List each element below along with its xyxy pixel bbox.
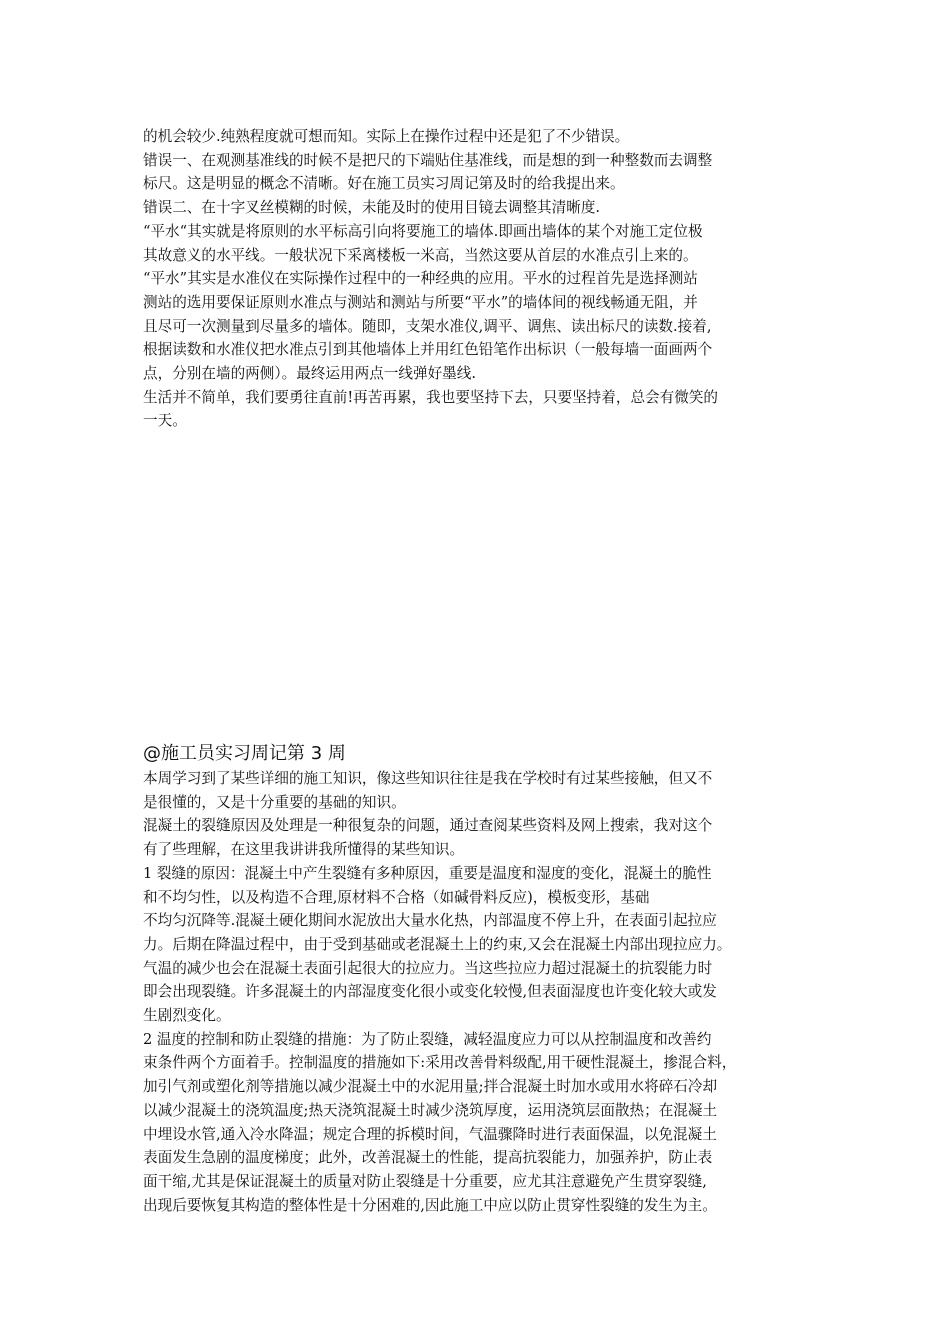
- text-line: 2 温度的控制和防止裂缝的措施：为了防止裂缝，减轻温度应力可以从控制温度和改善约: [143, 1030, 712, 1048]
- text-line: 的机会较少.纯熟程度就可想而知。实际上在操作过程中还是犯了不少错误。: [143, 128, 630, 145]
- text-line: 力。后期在降温过程中，由于受到基础或老混凝土上的约束,又会在混凝土内部出现拉应力。: [143, 935, 732, 953]
- text-line: 束条件两个方面着手。控制温度的措施如下:采用改善骨料级配,用干硬性混凝土，掺混合料，: [143, 1054, 737, 1072]
- text-line: 气温的减少也会在混凝土表面引起很大的拉应力。当这些拉应力超过混凝土的抗裂能力时: [143, 959, 713, 977]
- text-line: 不均匀沉降等.混凝土硬化期间水泥放出大量水化热，内部温度不停上升，在表面引起拉应: [143, 912, 717, 930]
- text-line: 生剧烈变化。: [143, 1007, 231, 1025]
- section-heading: @施工员实习周记第 3 周: [143, 743, 346, 764]
- text-line: 面干缩,尤其是保证混凝土的质量对防止裂缝是十分重要，应尤其注意避免产生贯穿裂缝,: [143, 1172, 707, 1190]
- text-section-2: [143, 741, 811, 1217]
- text-line: “平水”其实是水准仪在实际操作过程中的一种经典的应用。平水的过程首先是选择测站: [143, 270, 698, 288]
- text-line: 本周学习到了某些详细的施工知识，像这些知识往往是我在学校时有过某些接触，但又不: [143, 770, 713, 787]
- text-line: 错误二、在十字叉丝模糊的时候，未能及时的使用目镜去调整其清晰度.: [143, 199, 601, 217]
- text-line: 混凝土的裂缝原因及处理是一种很复杂的问题，通过查阅某些资料及网上搜索，我对这个: [143, 817, 713, 835]
- text-line: 测站的选用要保证原则水准点与测站和测站与所要“平水”的墙体间的视线畅通无阻，并: [143, 293, 698, 311]
- text-line: 表面发生急剧的温度梯度；此外，改善混凝土的性能，提高抗裂能力，加强养护，防止表: [143, 1149, 713, 1167]
- text-line: 且尽可一次测量到尽量多的墙体。随即，支架水准仪,调平、调焦、读出标尺的读数.接着,: [143, 317, 712, 335]
- text-line: 加引气剂或塑化剂等措施以减少混凝土中的水泥用量;拌合混凝土时加水或用水将碎石冷却: [143, 1078, 718, 1096]
- text-section-1: [143, 125, 811, 433]
- text-line: 和不均匀性，以及构造不合理,原材料不合格（如碱骨料反应)，模板变形，基础: [143, 888, 650, 906]
- text-line: 生活并不简单，我们要勇往直前!再苦再累，我也要坚持下去，只要坚持着，总会有微笑的: [143, 388, 719, 406]
- text-line: 是很懂的，又是十分重要的基础的知识。: [143, 793, 406, 811]
- text-line: 根据读数和水准仪把水准点引到其他墙体上并用红色铅笔作出标识（一般每墙一面画两个: [143, 341, 713, 359]
- text-line: 一天。: [143, 412, 187, 430]
- text-line: 以减少混凝土的浇筑温度;热天浇筑混凝土时减少浇筑厚度，运用浇筑层面散热；在混凝土: [143, 1101, 718, 1119]
- text-line: 有了些理解，在这里我讲讲我所懂得的某些知识。: [143, 841, 465, 859]
- text-line: 错误一、在观测基准线的时候不是把尺的下端贴住基准线，而是想的到一种整数而去调整: [143, 151, 713, 169]
- text-line: 点，分别在墙的两侧）。最终运用两点一线弹好墨线.: [143, 365, 476, 383]
- text-line: 中埋设水管,通入冷水降温；规定合理的拆模时间，气温骤降时进行表面保温，以免混凝土: [143, 1125, 717, 1143]
- text-line: 其故意义的水平线。一般状况下采离楼板一米高，当然这要从首层的水准点引上来的。: [143, 246, 698, 264]
- text-line: 即会出现裂缝。许多混凝土的内部湿度变化很小或变化较慢,但表面湿度也许变化较大或发: [143, 983, 717, 1001]
- text-line: 1 裂缝的原因：混凝土中产生裂缝有多种原因，重要是温度和湿度的变化，混凝土的脆性: [143, 864, 712, 882]
- text-line: 标尺。这是明显的概念不清晰。好在施工员实习周记第及时的给我提出来。: [143, 175, 625, 193]
- text-line: “平水“其实就是将原则的水平标高引向将要施工的墙体.即画出墙体的某个对施工定位极: [143, 222, 703, 240]
- text-line: 出现后要恢复其构造的整体性是十分困难的,因此施工中应以防止贯穿性裂缝的发生为主。: [143, 1196, 717, 1214]
